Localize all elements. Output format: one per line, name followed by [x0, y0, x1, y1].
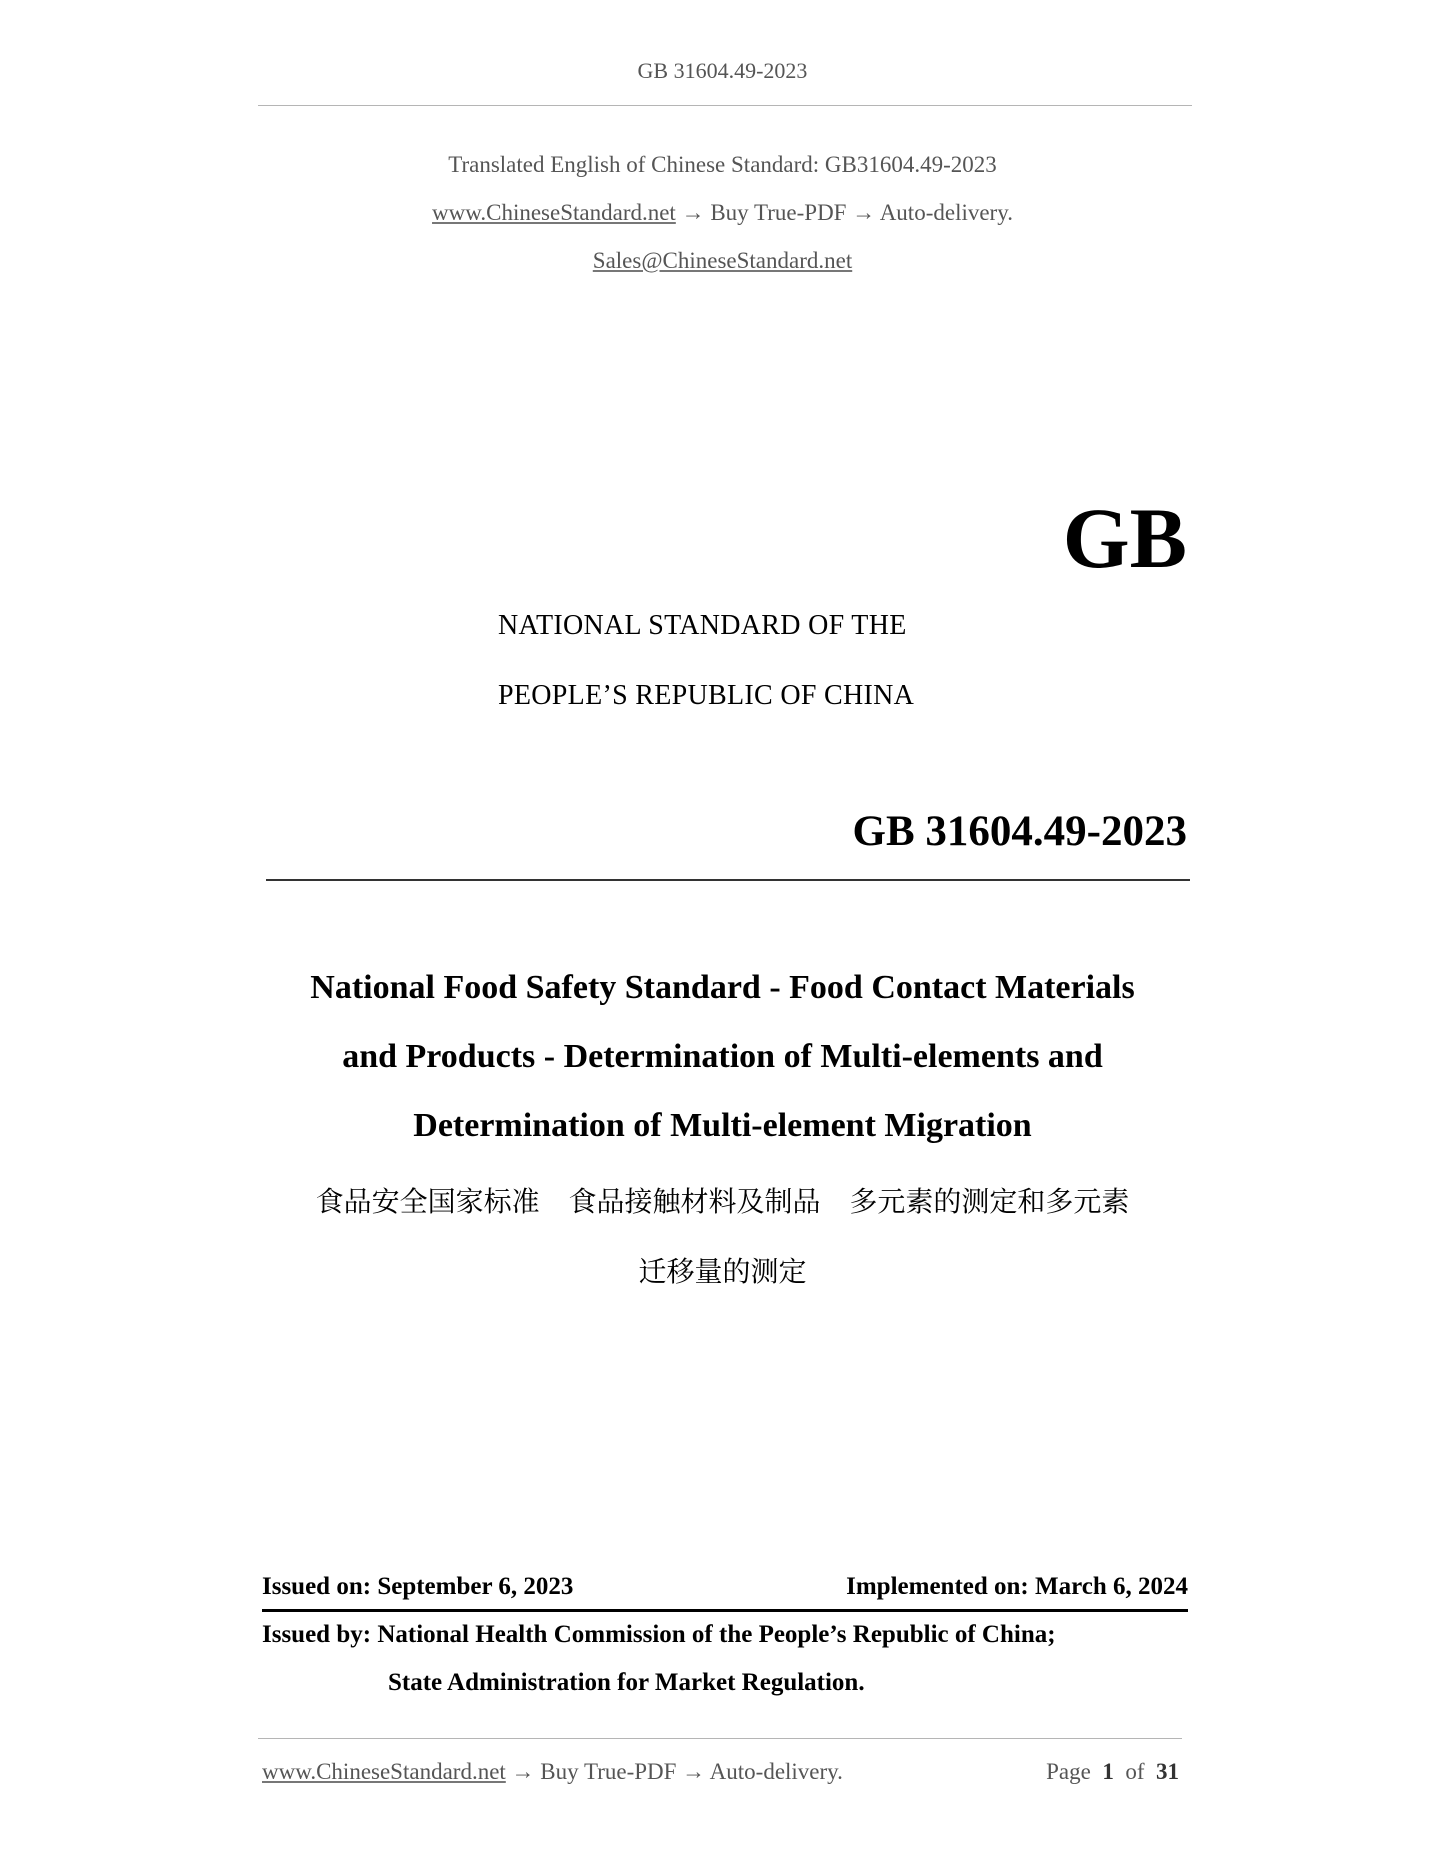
national-standard-line-2: PEOPLE’S REPUBLIC OF CHINA: [498, 680, 915, 711]
page-label: Page: [1046, 1759, 1091, 1784]
footer-purchase-text: → Buy True-PDF → Auto-delivery.: [505, 1759, 843, 1784]
email-link[interactable]: Sales@ChineseStandard.net: [592, 248, 853, 273]
running-header: GB 31604.49-2023: [637, 58, 808, 83]
implemented-on-date: Implemented on: March 6, 2024: [846, 1573, 1188, 1600]
gb-mark: GB: [1062, 490, 1187, 586]
standard-number: GB 31604.49-2023: [852, 808, 1187, 855]
purchase-text: → Buy True-PDF → Auto-delivery.: [675, 200, 1013, 225]
chinese-title-line-1: 食品安全国家标准 食品接触材料及制品 多元素的测定和多元素: [315, 1185, 1130, 1218]
email-line: [0, 248, 1445, 274]
footer-purchase-line: [262, 1759, 843, 1785]
site-link[interactable]: www.ChineseStandard.net: [432, 200, 676, 225]
issued-on-date: Issued on: September 6, 2023: [262, 1573, 574, 1600]
of-label: of: [1125, 1759, 1145, 1784]
purchase-line: [0, 200, 1445, 226]
english-title-line-3: Determination of Multi-element Migration: [413, 1107, 1032, 1144]
national-standard-line-1: NATIONAL STANDARD OF THE: [498, 610, 907, 641]
issue-dates-divider: [262, 1609, 1188, 1612]
footer-divider: [258, 1738, 1182, 1739]
header-divider: [258, 105, 1192, 106]
footer-site-link[interactable]: www.ChineseStandard.net: [262, 1759, 506, 1784]
page-indicator: [1046, 1759, 1179, 1785]
translation-notice: Translated English of Chinese Standard: GB31604.49-2023: [448, 152, 997, 177]
issued-by-line-2: State Administration for Market Regulation.: [388, 1669, 865, 1696]
english-title-line-1: National Food Safety Standard - Food Contact Materials: [310, 969, 1135, 1006]
issued-by-line-1: Issued by: National Health Commission of the People’s Republic of China;: [262, 1621, 1056, 1648]
standard-number-divider: [266, 879, 1190, 881]
chinese-title-line-2: 迁移量的测定: [638, 1255, 807, 1288]
total-pages: 31: [1156, 1759, 1179, 1784]
english-title-line-2: and Products - Determination of Multi-elements and: [342, 1038, 1103, 1075]
page-number: 1: [1102, 1759, 1114, 1784]
